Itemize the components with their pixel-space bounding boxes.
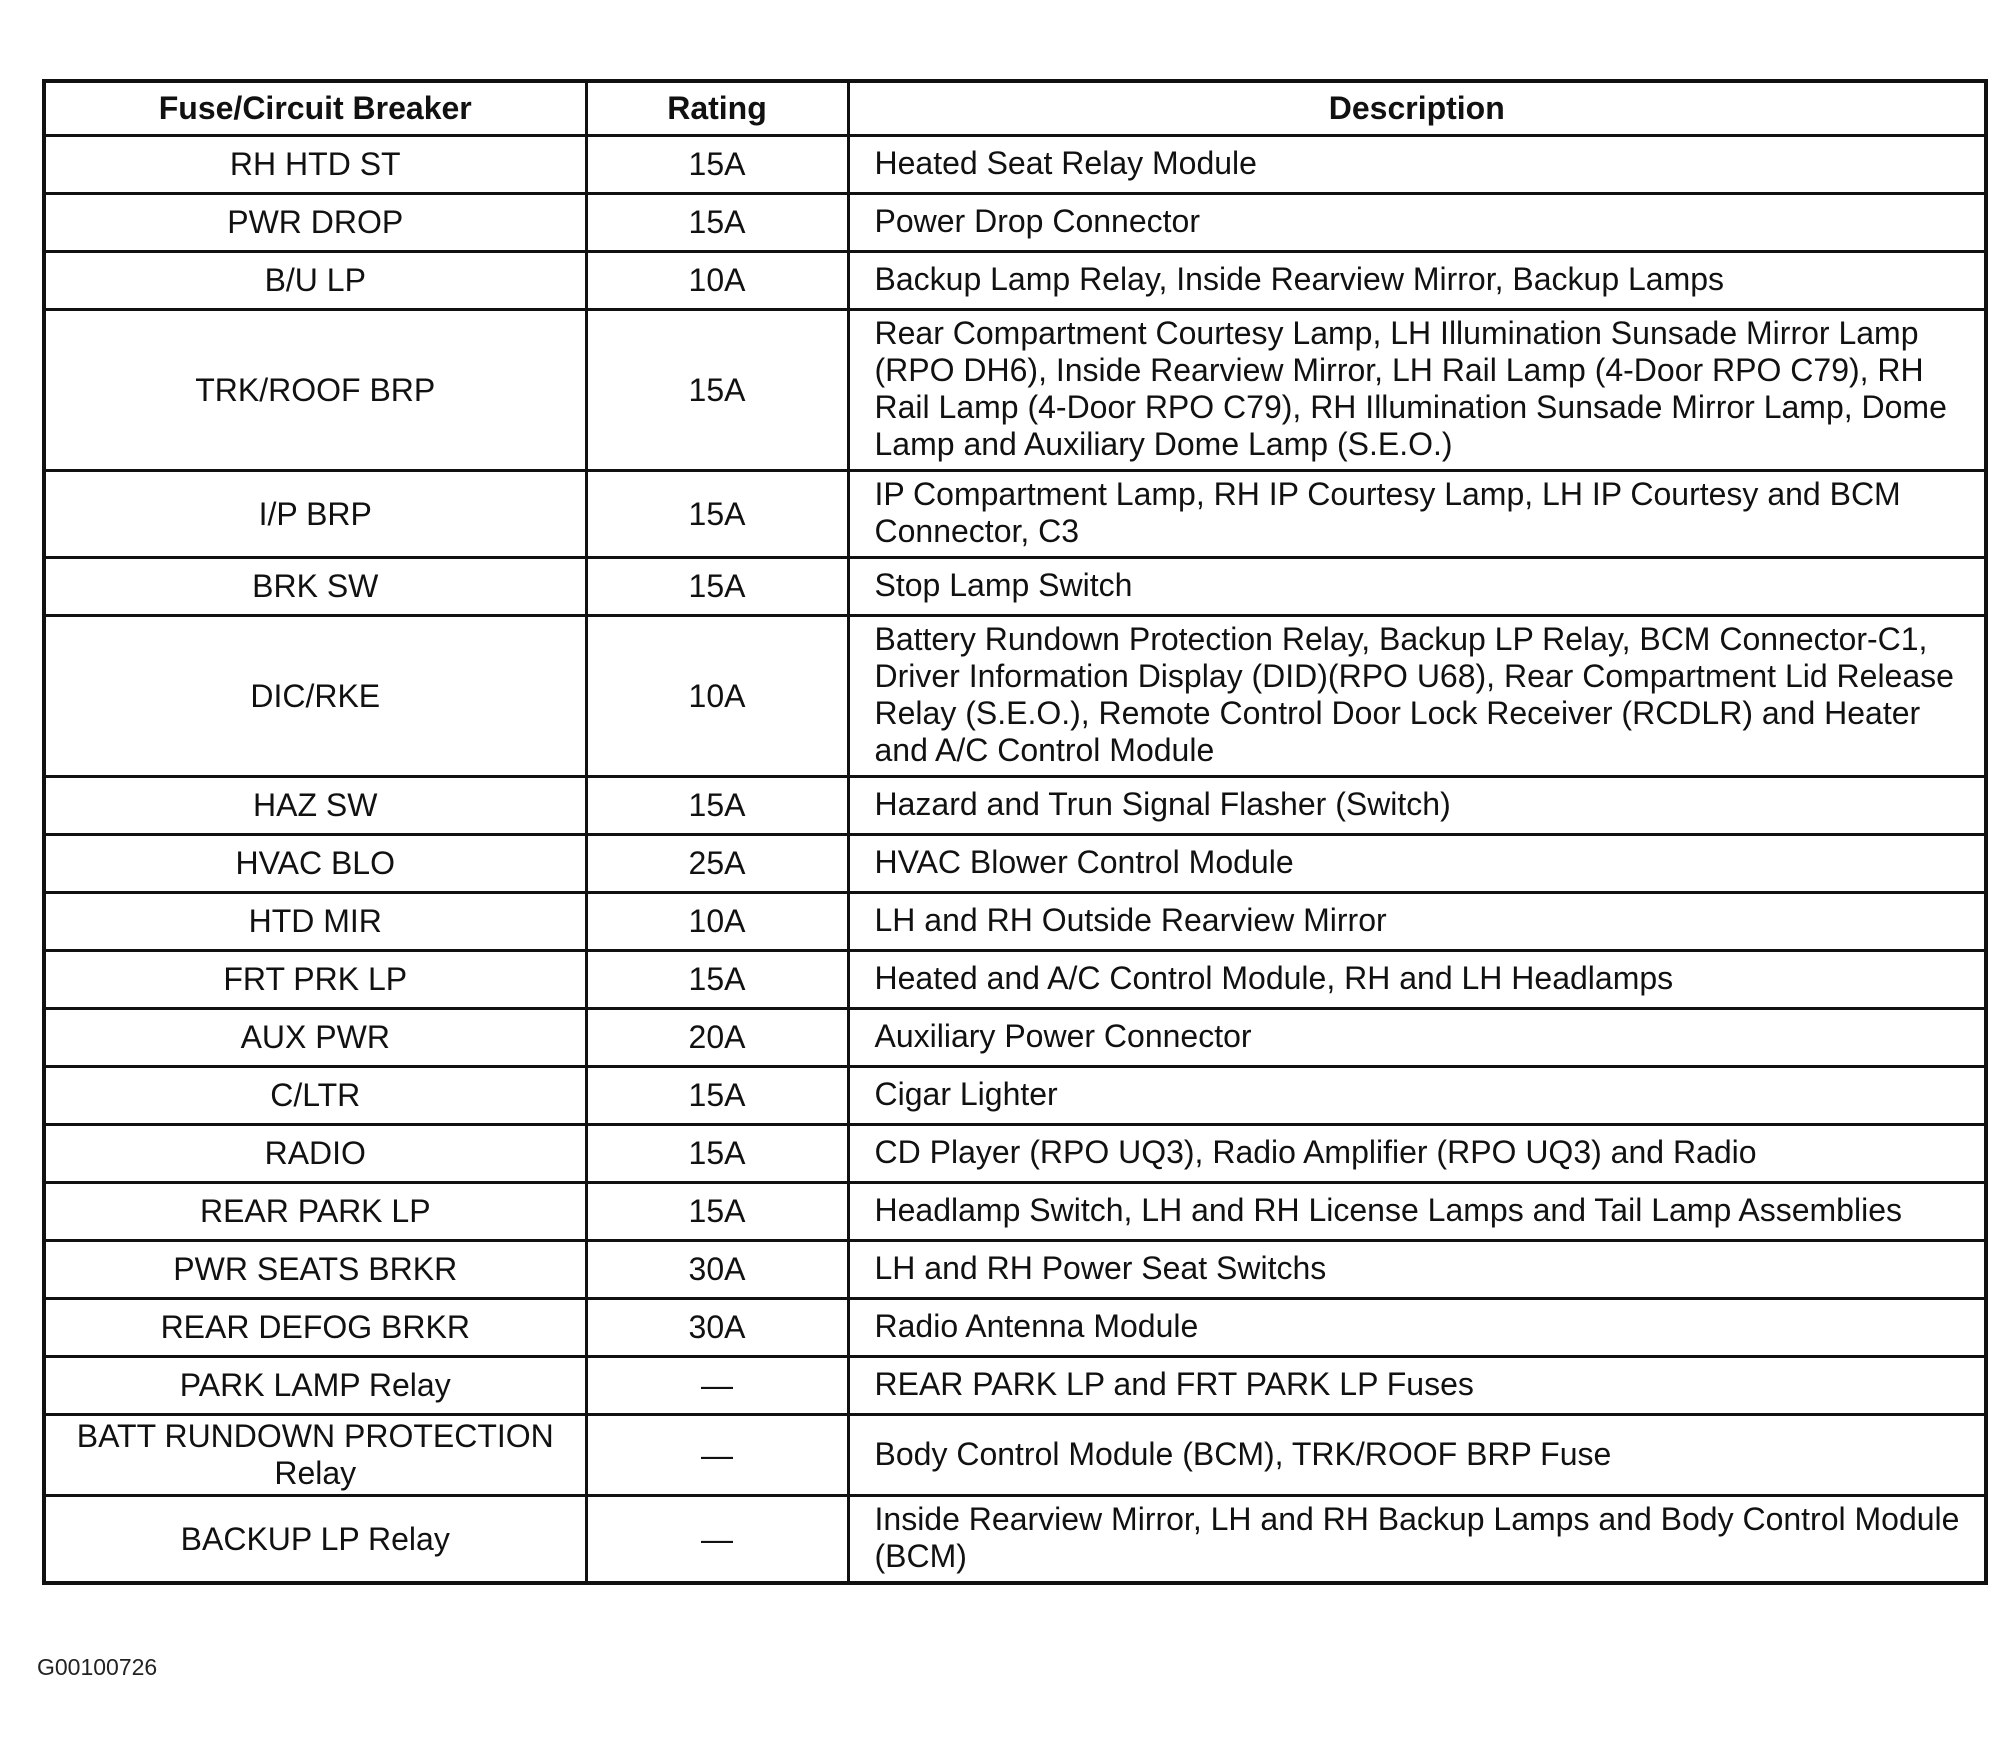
header-description: Description [848,81,1986,136]
rating-cell: 20A [586,1009,848,1067]
table-row [44,1496,1986,1584]
rating-cell: 30A [586,1241,848,1299]
fuse-cell: C/LTR [44,1067,586,1125]
table-header-row [44,81,1986,136]
description-cell: Inside Rearview Mirror, LH and RH Backup Lamps and Body Control Module (BCM) [848,1496,1986,1584]
rating-cell: 15A [586,194,848,252]
description-cell: Heated Seat Relay Module [848,136,1986,194]
figure-id: G00100726 [37,1654,158,1680]
table-row [44,951,1986,1009]
description-cell: Stop Lamp Switch [848,558,1986,616]
fuse-cell: B/U LP [44,252,586,310]
description-cell: Hazard and Trun Signal Flasher (Switch) [848,777,1986,835]
fuse-cell: PWR DROP [44,194,586,252]
rating-cell: 30A [586,1299,848,1357]
rating-cell: — [586,1496,848,1584]
fuse-cell: PWR SEATS BRKR [44,1241,586,1299]
description-cell: Headlamp Switch, LH and RH License Lamps and Tail Lamp Assemblies [848,1183,1986,1241]
rating-cell: 15A [586,310,848,471]
description-cell: HVAC Blower Control Module [848,835,1986,893]
description-cell: Auxiliary Power Connector [848,1009,1986,1067]
fuse-cell: TRK/ROOF BRP [44,310,586,471]
table-row [44,310,1986,471]
table-row [44,616,1986,777]
table-row [44,194,1986,252]
rating-cell: 10A [586,616,848,777]
fuse-cell: PARK LAMP Relay [44,1357,586,1415]
description-cell: LH and RH Power Seat Switchs [848,1241,1986,1299]
fuse-cell: HAZ SW [44,777,586,835]
fuse-cell: RADIO [44,1125,586,1183]
rating-cell: 15A [586,136,848,194]
fuse-cell: AUX PWR [44,1009,586,1067]
rating-cell: 15A [586,1067,848,1125]
fuse-table [42,79,1988,1585]
fuse-cell: DIC/RKE [44,616,586,777]
fuse-cell: HTD MIR [44,893,586,951]
rating-cell: 10A [586,893,848,951]
description-cell: CD Player (RPO UQ3), Radio Amplifier (RPO UQ3) and Radio [848,1125,1986,1183]
fuse-cell: FRT PRK LP [44,951,586,1009]
fuse-cell: BATT RUNDOWN PROTECTION Relay [44,1415,586,1496]
table-row [44,835,1986,893]
table-row [44,1009,1986,1067]
table-row [44,893,1986,951]
description-cell: Power Drop Connector [848,194,1986,252]
fuse-cell: BRK SW [44,558,586,616]
rating-cell: 10A [586,252,848,310]
description-cell: Radio Antenna Module [848,1299,1986,1357]
fuse-cell: I/P BRP [44,471,586,558]
table-row [44,252,1986,310]
table-row [44,1125,1986,1183]
fuse-cell: RH HTD ST [44,136,586,194]
fuse-cell: REAR PARK LP [44,1183,586,1241]
rating-cell: 15A [586,471,848,558]
fuse-cell: REAR DEFOG BRKR [44,1299,586,1357]
fuse-cell: HVAC BLO [44,835,586,893]
table-row [44,558,1986,616]
table-row [44,471,1986,558]
rating-cell: 15A [586,777,848,835]
rating-cell: — [586,1357,848,1415]
rating-cell: 15A [586,1125,848,1183]
description-cell: IP Compartment Lamp, RH IP Courtesy Lamp, LH IP Courtesy and BCM Connector, C3 [848,471,1986,558]
description-cell: Backup Lamp Relay, Inside Rearview Mirror, Backup Lamps [848,252,1986,310]
table-row [44,1299,1986,1357]
rating-cell: — [586,1415,848,1496]
description-cell: Heated and A/C Control Module, RH and LH Headlamps [848,951,1986,1009]
rating-cell: 15A [586,558,848,616]
fuse-cell: BACKUP LP Relay [44,1496,586,1584]
table-row [44,1241,1986,1299]
table-row [44,1183,1986,1241]
description-cell: LH and RH Outside Rearview Mirror [848,893,1986,951]
description-cell: Battery Rundown Protection Relay, Backup LP Relay, BCM Connector-C1, Driver Information Display (DID)(RPO U68), Rear Compartment Lid Release Relay (S.E.O.), Remote Control Door Lock Receiver (RCDLR) and Heater and A/C Control Module [848,616,1986,777]
header-rating: Rating [586,81,848,136]
description-cell: Rear Compartment Courtesy Lamp, LH Illumination Sunsade Mirror Lamp (RPO DH6), Inside Rearview Mirror, LH Rail Lamp (4-Door RPO C79), RH Rail Lamp (4-Door RPO C79), RH Illumination Sunsade Mirror Lamp, Dome Lamp and Auxiliary Dome Lamp (S.E.O.) [848,310,1986,471]
rating-cell: 15A [586,951,848,1009]
table-row [44,1357,1986,1415]
rating-cell: 15A [586,1183,848,1241]
table-row [44,1415,1986,1496]
description-cell: REAR PARK LP and FRT PARK LP Fuses [848,1357,1986,1415]
description-cell: Body Control Module (BCM), TRK/ROOF BRP Fuse [848,1415,1986,1496]
table-row [44,777,1986,835]
description-cell: Cigar Lighter [848,1067,1986,1125]
table-body [44,136,1986,1584]
table-row [44,136,1986,194]
header-fuse: Fuse/Circuit Breaker [44,81,586,136]
rating-cell: 25A [586,835,848,893]
table-row [44,1067,1986,1125]
